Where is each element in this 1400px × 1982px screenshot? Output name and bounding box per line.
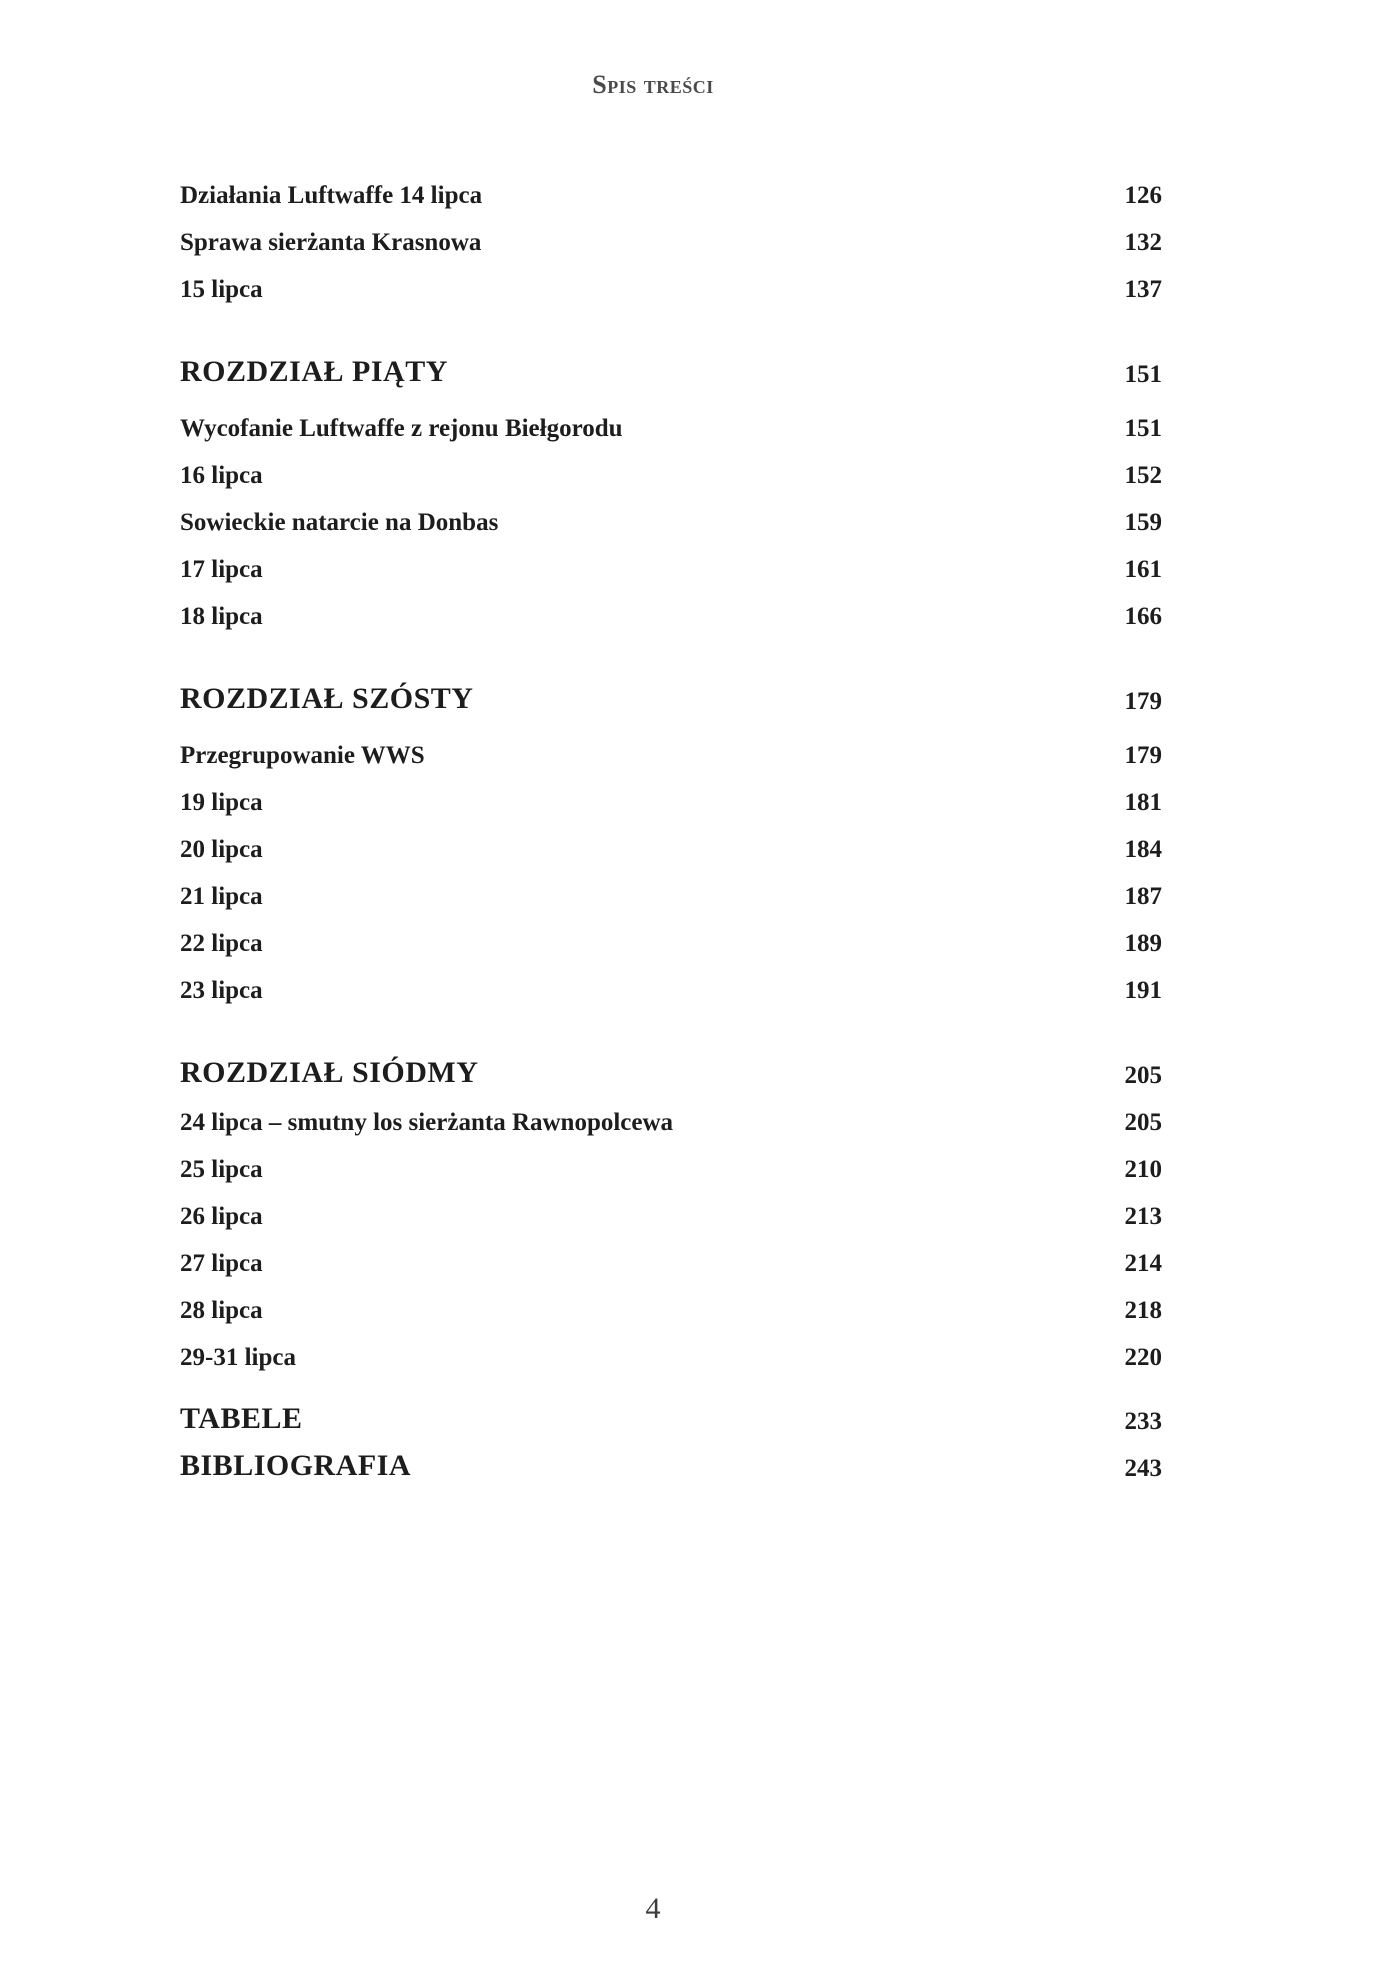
toc-entry-page: 214: [1124, 1250, 1162, 1277]
chapter-page: 233: [1124, 1408, 1162, 1435]
toc-entry[interactable]: [180, 730, 1162, 770]
toc-entry-page: 159: [1124, 509, 1162, 536]
toc-chapter-heading[interactable]: [180, 349, 1162, 389]
toc-entry[interactable]: [180, 777, 1162, 817]
toc-entry-page: 210: [1124, 1156, 1162, 1183]
toc-entry-page: 181: [1124, 789, 1162, 816]
toc-entry-title: 22 lipca: [180, 930, 263, 957]
toc-entry-page: 137: [1124, 276, 1162, 303]
chapter-title: ROZDZIAŁ SIÓDMY: [180, 1056, 479, 1089]
toc-entry-title: Przegrupowanie WWS: [180, 742, 425, 769]
toc-entry-title: 19 lipca: [180, 789, 263, 816]
chapter-title: TABELE: [180, 1402, 303, 1435]
toc-entry[interactable]: [180, 450, 1162, 490]
toc-entry-title: Wycofanie Luftwaffe z rejonu Biełgorodu: [180, 415, 623, 442]
toc-entry[interactable]: [180, 217, 1162, 257]
chapter-page: 179: [1124, 688, 1162, 715]
toc-entry-title: Działania Luftwaffe 14 lipca: [180, 182, 483, 209]
toc-entry-title: 26 lipca: [180, 1203, 263, 1230]
toc-entry[interactable]: [180, 544, 1162, 584]
page-number: 4: [645, 1892, 661, 1925]
toc-entry-page: 184: [1124, 836, 1162, 863]
toc-chapter-heading[interactable]: [180, 1443, 1162, 1483]
toc-entry[interactable]: [180, 591, 1162, 631]
toc-entry-title: 20 lipca: [180, 836, 263, 863]
toc-entry[interactable]: [180, 871, 1162, 911]
toc-chapter-heading[interactable]: [180, 1050, 1162, 1090]
toc-entry-title: 25 lipca: [180, 1156, 263, 1183]
toc-entry-title: 21 lipca: [180, 883, 263, 910]
toc-chapter-heading[interactable]: [180, 1396, 1162, 1436]
toc-entry-page: 166: [1124, 603, 1162, 630]
toc-entry[interactable]: [180, 1238, 1162, 1278]
toc-entry-page: 132: [1124, 229, 1162, 256]
toc-entry-title: 16 lipca: [180, 462, 263, 489]
toc-entry-page: 189: [1124, 930, 1162, 957]
toc-entry-title: 29-31 lipca: [180, 1344, 296, 1371]
toc-entry-title: 23 lipca: [180, 977, 263, 1004]
toc-entry[interactable]: [180, 1144, 1162, 1184]
toc-entry-title: 15 lipca: [180, 276, 263, 303]
toc-entry[interactable]: [180, 264, 1162, 304]
chapter-title: ROZDZIAŁ SZÓSTY: [180, 682, 474, 715]
toc-entry-page: 220: [1124, 1344, 1162, 1371]
toc-entry[interactable]: [180, 1332, 1162, 1372]
toc-entry-title: 28 lipca: [180, 1297, 263, 1324]
toc-entry-title: Sowieckie natarcie na Donbas: [180, 509, 499, 536]
toc-entry[interactable]: [180, 403, 1162, 443]
toc-entry-page: 126: [1124, 182, 1162, 209]
toc-entry-page: 152: [1124, 462, 1162, 489]
chapter-page: 243: [1124, 1455, 1162, 1482]
toc-entry-title: 24 lipca – smutny los sierżanta Rawnopolcewa: [180, 1109, 674, 1136]
toc-entry[interactable]: [180, 824, 1162, 864]
toc-entry-page: 205: [1124, 1109, 1162, 1136]
toc-entry-page: 213: [1124, 1203, 1162, 1230]
toc-entry[interactable]: [180, 1097, 1162, 1137]
toc-entry-page: 161: [1124, 556, 1162, 583]
toc-entry[interactable]: [180, 497, 1162, 537]
toc-entry-page: 151: [1124, 415, 1162, 442]
toc-entry-title: 18 lipca: [180, 603, 263, 630]
toc-chapter-heading[interactable]: [180, 676, 1162, 716]
toc-entry-page: 191: [1124, 977, 1162, 1004]
chapter-title: BIBLIOGRAFIA: [180, 1449, 412, 1482]
toc-entry-page: 179: [1124, 742, 1162, 769]
toc-entry-page: 187: [1124, 883, 1162, 910]
toc-entry-title: Sprawa sierżanta Krasnowa: [180, 229, 482, 256]
toc-entry-title: 27 lipca: [180, 1250, 263, 1277]
toc-entry[interactable]: [180, 1285, 1162, 1325]
toc-entry[interactable]: [180, 918, 1162, 958]
chapter-page: 205: [1124, 1062, 1162, 1089]
chapter-title: ROZDZIAŁ PIĄTY: [180, 355, 448, 388]
toc-entry-page: 218: [1124, 1297, 1162, 1324]
chapter-page: 151: [1124, 361, 1162, 388]
toc-entry-title: 17 lipca: [180, 556, 263, 583]
toc-entry[interactable]: [180, 170, 1162, 210]
toc-entry[interactable]: [180, 1191, 1162, 1231]
page-header: Spis treści: [592, 70, 714, 99]
toc-entry[interactable]: [180, 965, 1162, 1005]
